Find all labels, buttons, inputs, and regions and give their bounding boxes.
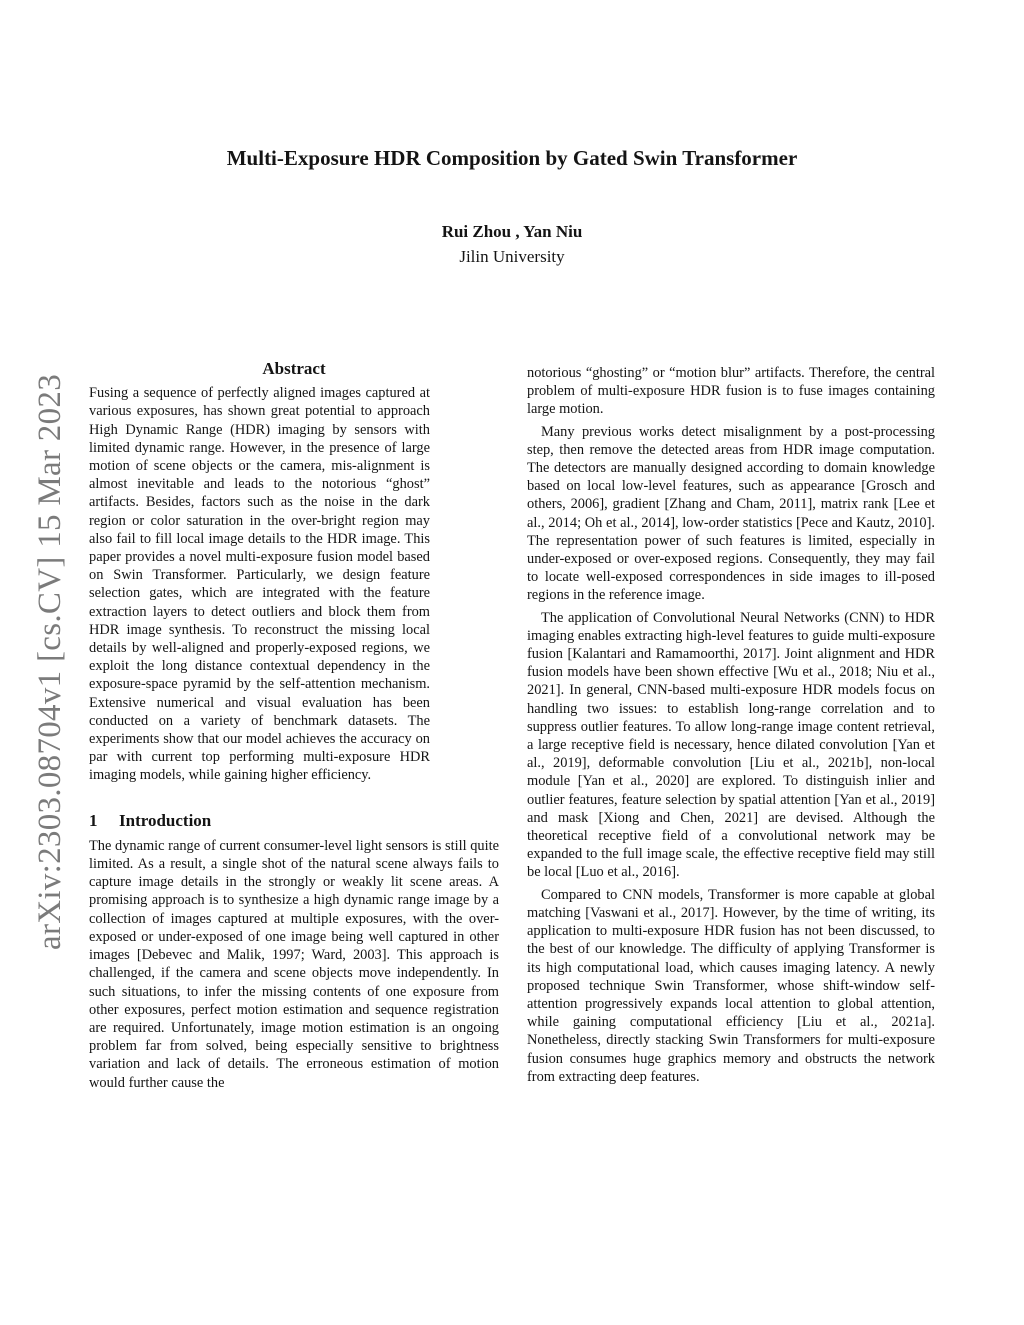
abstract-text: Fusing a sequence of perfectly aligned images captured at various exposures, has shown great potential to approach High Dynamic Range (HDR) imaging by sensors with limited dynamic range. However, in the presence of large motion of scene objects or the camera, mis-alignment is almost inevitable and leads to the notorious “ghost” artifacts. Besides, factors such as the noise in the dark region or color saturation in the over-bright region may also fail to fill local image details to the HDR image. This paper provides a novel multi-exposure fusion model based on Swin Transformer. Particularly, we design feature selection gates, which are integrated with the feature extraction layers to detect outliers and block them from HDR image synthesis. To reconstruct the missing local details by well-aligned and properly-exposed regions, we exploit the long distance contextual dependency in the exposure-space pyramid by the self-attention mechanism. Extensive numerical and visual evaluation has been conducted on a variety of benchmark datasets. The experiments show that our model achieves the accuracy on par with current top performing multi-exposure HDR imaging models, while gaining higher efficiency. [89, 385, 430, 784]
arxiv-identifier-stamp: arXiv:2303.08704v1 [cs.CV] 15 Mar 2023 [32, 374, 68, 950]
intro-paragraph-1: The dynamic range of current consumer-level light sensors is still quite limited. As a result, a single shot of the natural scene always fails to capture image details in the strongly or weakly lit scene areas. A promising approach is to synthesize a high dynamic range image by a collection of images captured at multiple exposures, with the over-exposed or under-exposed of one image being well captured in other images [Debevec and Malik, 1997; Ward, 2003]. This approach is challenged, if the camera and scene objects move independently. In such situations, to infer the missing contents of one exposure from other exposures, perfect motion estimation and sequence registration are required. Unfortunately, image motion estimation is an ongoing problem far from solved, being especially sensitive to brightness variation and lack of details. The erroneous estimation of motion would further cause the [89, 837, 499, 1091]
section-title: Introduction [119, 810, 212, 830]
intro-paragraph-4: Compared to CNN models, Transformer is more capable at global matching [Vaswani et al., 2017]. However, by the time of writing, its application to multi-exposure HDR fusion has not been discussed, to the best of our knowledge. The difficulty of applying Transformer is its high computational load, which causes imaging latency. A newly proposed technique Swin Transformer, whose shift-window self-attention progressively expands local attention to global attention, while gaining computational efficiency [Liu et al., 2021a]. Nonetheless, directly stacking Swin Transformers for multi-exposure fusion consumes huge graphics memory and obstructs the network from extracting deep features. [527, 886, 935, 1085]
intro-paragraph-1-continued: notorious “ghosting” or “motion blur” artifacts. Therefore, the central problem of multi-exposure HDR fusion is to fuse images containing large motion. [527, 365, 935, 418]
paper-title: Multi-Exposure HDR Composition by Gated Swin Transformer [226, 146, 798, 170]
intro-paragraph-3: The application of Convolutional Neural Networks (CNN) to HDR imaging enables extracting high-level features to guide multi-exposure fusion [Kalantari and Ramamoorthi, 2017]. Joint alignment and HDR fusion models have been shown effective [Wu et al., 2018; Niu et al., 2021]. In general, CNN-based multi-exposure HDR models focus on handling two issues: to establish long-range correlation and to suppress outlier features. To allow long-range image content retrieval, a large receptive field is necessary, hence dilated convolution [Yan et al., 2019], deformable convolution [Liu et al., 2021b], non-local module [Yan et al., 2020] are explored. To distinguish inlier and outlier features, feature selection by spatial attention [Yan et al., 2019] and mask [Xiong and Chen, 2021] are devised. Although the theoretical receptive field of a convolutional network may be expanded to the full image scale, the effective receptive field may still be local [Luo et al., 2016]. [527, 609, 935, 881]
right-column [527, 364, 935, 1086]
left-column [89, 360, 499, 1092]
abstract-heading: Abstract [262, 359, 326, 378]
introduction-heading [89, 812, 499, 830]
section-number: 1 [89, 810, 98, 830]
intro-paragraph-2: Many previous works detect misalignment by a post-processing step, then remove the detected areas from HDR image computation. The detectors are manually designed according to domain knowledge based on local low-level features, such as appearance [Grosch and others, 2006], gradient [Zhang and Cham, 2011], matrix rank [Lee et al., 2014; Oh et al., 2014], low-order statistics [Pece and Kautz, 2010]. The representation power of such features is limited, especially in under-exposed or over-exposed regions. Consequently, they may fail to locate well-exposed correspondences in side images to ill-posed regions in the reference image. [527, 423, 935, 604]
affiliation: Jilin University [459, 247, 565, 266]
authors: Rui Zhou , Yan Niu [441, 222, 583, 241]
